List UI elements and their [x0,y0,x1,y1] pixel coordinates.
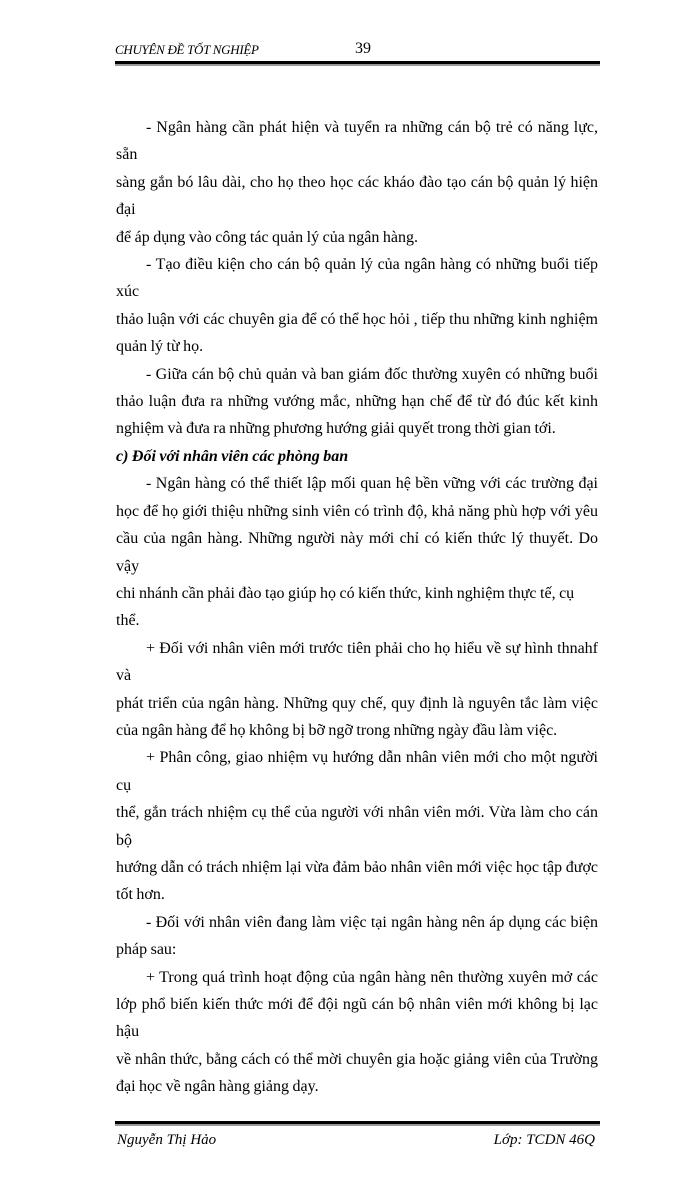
text-line: - Tạo điều kiện cho cán bộ quản lý của ngân hàng có những buổi tiếp xúc [116,256,598,301]
page-number: 39 [355,40,371,57]
paragraph [116,361,598,443]
text-line: thảo luận với các chuyên gia để có thể học hỏi , tiếp thu những kinh nghiệm [116,310,598,328]
text-line: đại học về ngân hàng giảng dạy. [116,1078,319,1096]
text-line: về nhân thức, bằng cách có thể mời chuyên gia hoặc giảng viên của Trường [116,1050,598,1068]
text-line: để áp dụng vào công tác quản lý của ngân hàng. [116,228,419,246]
header-title: CHUYÊN ĐỀ TỐT NGHIỆP [115,42,259,57]
text-line: thể, gắn trách nhiệm cụ thể của người với nhân viên mới. Vừa làm cho cán bộ [116,804,598,849]
paragraph [116,964,598,1101]
paragraph [116,909,598,964]
text-line: thảo luận đưa ra những vướng mắc, những hạn chế để từ đó đúc kết kinh [116,393,598,411]
paragraph [116,470,598,634]
page-spacer [115,1101,600,1121]
page-header [115,40,600,61]
header-rule [115,61,600,66]
text-line: + Đối với nhân viên mới trước tiên phải cho họ hiểu về sự hình thnahf và [116,639,598,685]
text-line: cầu của ngân hàng. Những người này mới chỉ có kiến thức lý thuyết. Do vậy [116,530,598,575]
paragraph [116,744,598,908]
text-line: lớp phổ biến kiến thức mới để đội ngũ cán bộ nhân viên mới không bị lạc hậu [116,996,598,1041]
text-line: chi nhánh cần phải đào tạo giúp họ có kiến thức, kinh nghiệm thực tế, cụ thể. [116,584,575,630]
section-heading: c) Đối với nhân viên các phòng ban [116,447,349,465]
text-line: phát triển của ngân hàng. Những quy chế, quy định là nguyên tắc làm việc [116,694,598,712]
text-line: nghiệm và đưa ra những phương hướng giải quyết trong thời gian tới. [116,420,556,438]
text-line: sàng gắn bó lâu dài, cho họ theo học các kháo đào tạo cán bộ quản lý hiện đại [116,173,598,219]
text-line: - Đối với nhân viên đang làm việc tại ngân hàng nên áp dụng các biện [146,913,598,931]
footer-rule [115,1121,600,1126]
page-footer [115,1132,597,1149]
text-line: + Phân công, giao nhiệm vụ hướng dẫn nhân viên mới cho một người cụ [116,749,598,794]
text-line: - Ngân hàng cần phát hiện và tuyển ra những cán bộ trẻ có năng lực, sẵn [116,119,598,164]
footer-class: Lớp: TCDN 46Q [493,1131,595,1148]
text-line: tốt hơn. [116,886,165,904]
text-line: hướng dẫn có trách nhiệm lại vừa đảm bảo nhân viên mới việc học tập được [116,858,598,876]
document-body [116,114,598,1101]
text-line: - Ngân hàng có thể thiết lập mối quan hệ bền vững với các trường đại [146,475,598,493]
text-line: học để họ giới thiệu những sinh viên có trình độ, khả năng phù hợp với yêu [116,502,598,520]
text-line: của ngân hàng để họ không bị bỡ ngỡ trong những ngày đầu làm việc. [116,721,558,739]
footer-author: Nguyễn Thị Hảo [117,1131,217,1148]
text-line: + Trong quá trình hoạt động của ngân hàng nên thường xuyên mở các [146,968,598,986]
paragraph [116,635,598,745]
text-line: pháp sau: [116,941,177,959]
paragraph [116,114,598,251]
paragraph [116,251,598,361]
text-line: quản lý từ họ. [116,338,204,356]
text-line: - Giữa cán bộ chủ quản và ban giám đốc thường xuyên có những buổi [146,365,598,383]
